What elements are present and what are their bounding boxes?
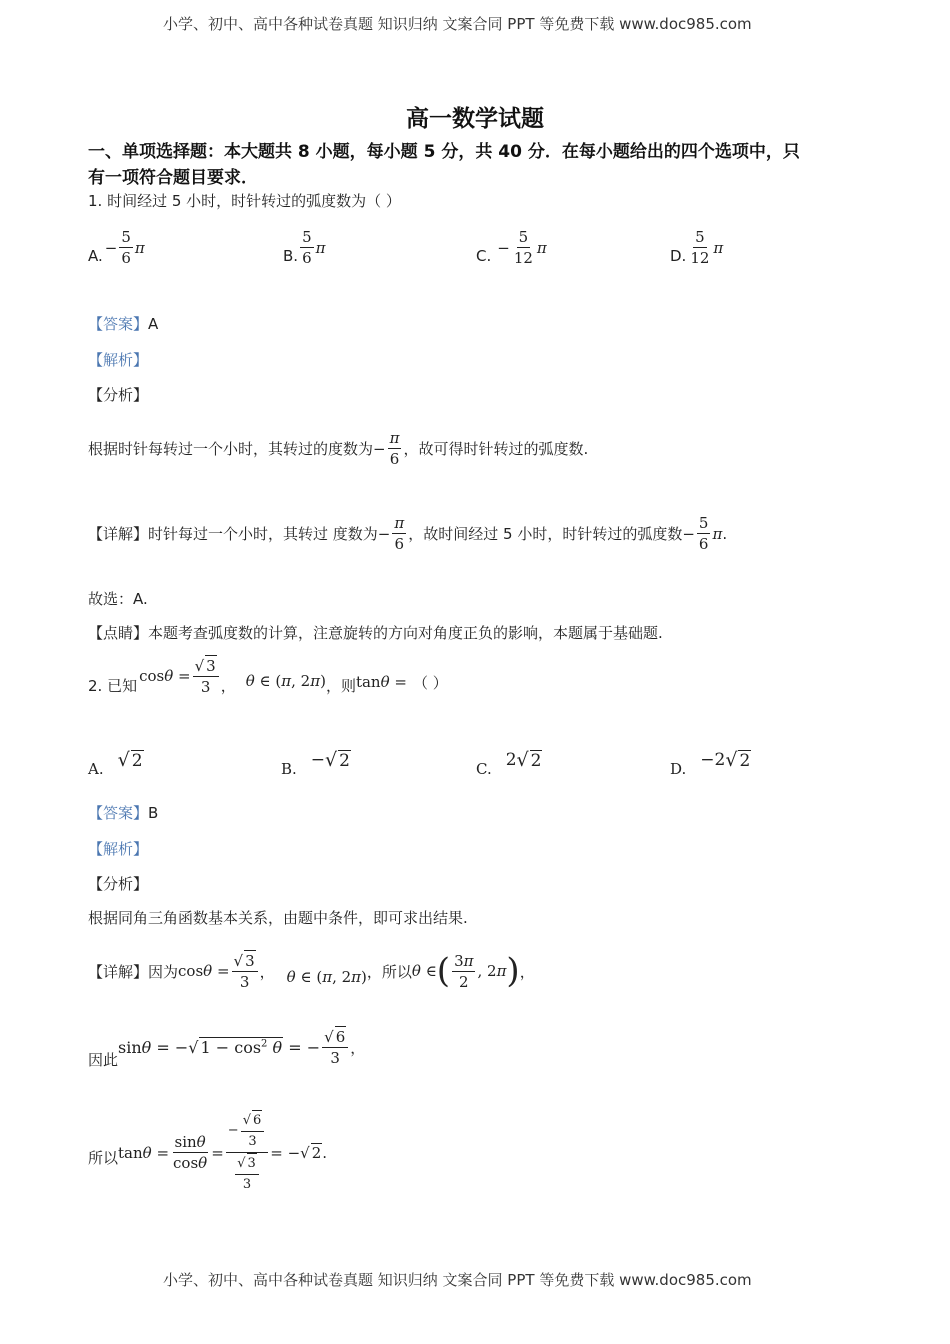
denominator: 12 (513, 249, 533, 267)
answer-value: B (148, 804, 159, 822)
q2-option-d[interactable] (670, 742, 751, 778)
question-2-stem (88, 655, 448, 701)
detail-text-c: ，所以 (366, 962, 412, 981)
result: = −√ 2 (270, 1144, 322, 1162)
therefore-end: ， (350, 1038, 366, 1057)
q2-jiexi-tag: 【解析】 (88, 840, 149, 858)
cos-theta: cosθ = (178, 962, 230, 980)
sin-expression: sinθ = −√ $1 - \cos^2 \theta$ = − (118, 1038, 321, 1057)
q2-fenxi-text: 根据同角三角函数基本关系，由题中条件，即可求出结果. (88, 909, 468, 927)
pi-symbol: π (315, 238, 326, 257)
so-end: . (322, 1143, 328, 1162)
therefore-text: 因此 (88, 1050, 119, 1069)
right-paren: ) (506, 951, 520, 991)
numerator: sinθ (174, 1133, 206, 1151)
page-footer: 小学、初中、高中各种试卷真题 知识归纳 文案合同 PPT 等免费下载 www.doc985.com (163, 1271, 752, 1289)
page-title: 高一数学试题 (406, 106, 544, 132)
q1-jiexi-tag: 【解析】 (88, 351, 149, 369)
theta-in: θ ∈ (411, 962, 437, 980)
minus-sign: − (377, 524, 391, 543)
numerator: 5 (518, 228, 529, 246)
option-fraction (688, 227, 711, 268)
answer-tag: 【答案】 (88, 315, 149, 333)
q1-option-b[interactable] (283, 227, 325, 268)
detail-text-d: ， (519, 962, 535, 981)
option-sign: − (497, 238, 510, 257)
numerator: 5 (695, 228, 705, 246)
page-header: 小学、初中、高中各种试卷真题 知识归纳 文案合同 PPT 等免费下载 www.doc985.com (163, 15, 752, 33)
radicand: 2 (131, 750, 143, 771)
cos-theta: cosθ = (139, 667, 191, 685)
option-label: B. (283, 246, 299, 265)
denominator: cosθ (173, 1154, 208, 1172)
radicand: 2 (530, 750, 542, 771)
denominator: 12 (690, 249, 710, 267)
three-pi-over-2-fraction (452, 951, 475, 992)
sqrt-symbol: √ (725, 749, 738, 771)
q2-option-b[interactable] (281, 742, 351, 778)
q2-fenxi-tag: 【分析】 (88, 875, 149, 893)
answer-value: A (148, 315, 159, 333)
stem-text-b: ， (220, 676, 236, 695)
radicand: 2 (339, 750, 350, 771)
option-prefix: 2 (505, 750, 517, 770)
detail-text-b: ， (259, 962, 275, 981)
fenxi-text-a: 根据时针每转过一个小时，其转过的度数为 (88, 440, 374, 458)
sqrt-symbol: √ (325, 749, 338, 771)
option-prefix: −2 (700, 750, 726, 770)
denominator: 6 (389, 450, 400, 468)
section-heading-line2: 有一项符合题目要求． (88, 168, 258, 188)
so-text: 所以 (88, 1149, 119, 1167)
numerator: 5 (121, 228, 131, 246)
denominator: 6 (302, 249, 312, 267)
sqrt3-over-3-fraction (193, 655, 219, 697)
q1-option-d[interactable] (670, 227, 723, 268)
option-label: C. (476, 246, 492, 265)
q1-answer (88, 313, 158, 334)
answer-tag: 【答案】 (88, 804, 149, 822)
q2-tan-line (88, 1110, 327, 1195)
numerator: 5 (302, 228, 312, 246)
radicand: 2 (739, 750, 751, 771)
option-label: C. (476, 760, 492, 778)
pi-symbol: π (134, 238, 145, 257)
q1-dianjing (88, 622, 663, 643)
denominator: 6 (121, 249, 131, 267)
pi-symbol: π (713, 238, 724, 257)
option-sign: − (104, 238, 118, 257)
sqrt-symbol: √ (516, 749, 529, 771)
option-label: B. (281, 760, 297, 778)
option-fraction (119, 227, 133, 268)
detail-tag: 【详解】 (88, 962, 149, 981)
detail-text-c: . (722, 524, 728, 543)
five-sixths-fraction (697, 513, 711, 554)
option-fraction (300, 227, 314, 268)
stem-text-d: （ ） (412, 673, 448, 692)
q2-answer (88, 802, 158, 823)
section-heading (88, 139, 800, 191)
numerator: − $\frac{√ 6}{3}$ (226, 1110, 268, 1153)
denominator: 3 (239, 973, 250, 991)
detail-text-a: 时针每过一个小时，其转过 度数为 (148, 525, 378, 543)
sqrt6-over-3-fraction (322, 1026, 348, 1068)
numerator: 3π (454, 951, 474, 970)
numerator: √ 3 (232, 950, 258, 972)
section-heading-line1: 一、单项选择题：本大题共 8 小题，每小题 5 分，共 40 分．在每小题给出的四个选项中，只 (88, 142, 800, 162)
q2-option-c[interactable] (476, 742, 542, 778)
q1-fenxi-tag: 【分析】 (88, 386, 149, 404)
option-label: D. (670, 246, 687, 265)
numerator: 5 (698, 514, 709, 532)
pi-over-6-fraction (392, 513, 406, 554)
option-label: A. (88, 246, 103, 265)
fenxi-text-b: ，故可得时针转过的弧度数. (403, 440, 589, 458)
numerator: π (394, 514, 405, 532)
q1-fenxi-text (88, 428, 588, 469)
denominator: 2 (458, 972, 469, 991)
detail-tag: 【详解】 (88, 525, 149, 543)
detail-text-b: ，故时间经过 5 小时，时针转过的弧度数 (408, 525, 683, 543)
minus-sign: − (373, 439, 386, 458)
dianjing-tag: 【点睛】 (88, 624, 149, 642)
numerator: π (389, 429, 400, 447)
denominator: 3 (330, 1049, 340, 1067)
sin-over-cos-fraction (171, 1132, 209, 1173)
option-fraction (512, 227, 535, 268)
two-pi: , 2π (477, 962, 507, 980)
q1-option-a[interactable] (88, 227, 145, 268)
q2-option-a[interactable] (88, 742, 144, 778)
theta-interval: θ ∈ (π, 2π) (245, 672, 326, 690)
tan-theta: tanθ = (118, 1143, 170, 1162)
compound-fraction (226, 1110, 268, 1195)
option-label: D. (670, 760, 687, 778)
pi-over-6-fraction (388, 428, 402, 469)
q1-choose: 故选：A. (88, 590, 148, 608)
q2-sin-line (88, 1026, 365, 1074)
equals: = (211, 1143, 224, 1162)
sqrt-symbol: √ (117, 749, 130, 771)
denominator: 3 (200, 678, 211, 696)
stem-text-a: 2. 已知 (88, 676, 138, 695)
q2-detail (88, 950, 535, 992)
tan-theta: tanθ = (355, 673, 407, 691)
q1-detail (88, 513, 727, 554)
q1-option-c[interactable] (476, 227, 547, 268)
pi-symbol: π (536, 238, 547, 257)
option-label: A. (88, 760, 104, 778)
denominator: 6 (698, 535, 709, 553)
minus-sign: − (682, 524, 695, 543)
dianjing-text: 本题考查弧度数的计算，注意旋转的方向对角度正负的影响，本题属于基础题. (148, 624, 663, 642)
theta-interval: θ ∈ (π, 2π) (286, 968, 367, 986)
denominator: $\frac{√ 3}{3}$ (231, 1153, 263, 1195)
numerator: √ 3 (193, 655, 219, 677)
left-paren: ( (436, 951, 451, 991)
pi-symbol: π (712, 524, 723, 543)
detail-text-a: 因为 (148, 962, 179, 981)
numerator: √ 6 (322, 1026, 348, 1048)
denominator: 6 (394, 535, 405, 553)
question-1-stem: 1. 时间经过 5 小时，时针转过的弧度数为（ ） (88, 192, 401, 210)
sqrt3-over-3-fraction (232, 950, 258, 992)
stem-text-c: ，则 (325, 676, 356, 695)
option-prefix: − (310, 750, 326, 770)
